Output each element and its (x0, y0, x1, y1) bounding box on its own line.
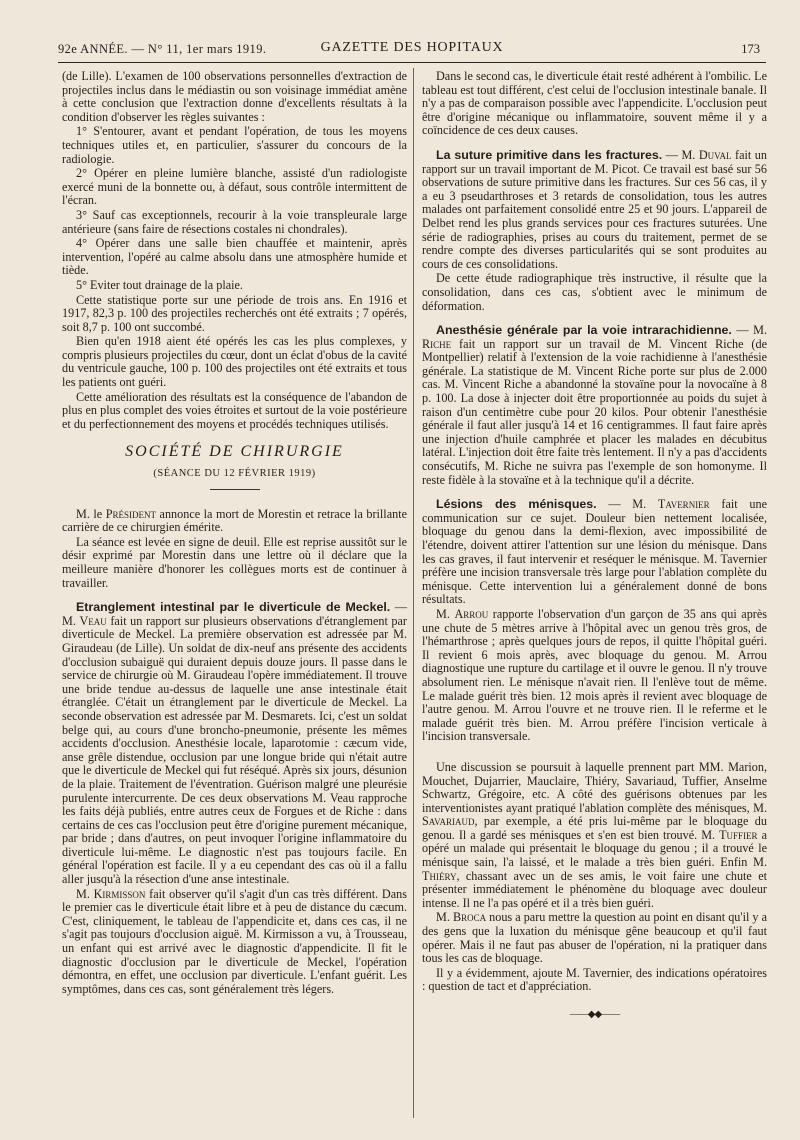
paragraph: Etranglement intestinal par le diverticule de Meckel. — M. Veau fait un rapport sur plusieurs observations d'étranglement par diverticule de Meckel. La première observation est adressée par M. Giraudeau (de Lille). Un soldat de dix-neuf ans présente des accidents d'occlusion subaiguë qui duraient depuis douze jours. Il passe dans le service de chirurgie où M. Giraudeau l'opère immédiatement. Il trouve une bride tendue au-dessus de laquelle une anse intestinale était étranglée. C'était un étranglement par le diverticule de Meckel. La seconde observation est adressée par M. Desmarets. Ici, c'est un soldat belge qui, au cours d'une broncho-pneumonie, présente les mêmes accidents d'occlusion. Anesthésie locale, laparotomie : cæcum vide, anse grêle distendue, occlusion par une longue bride qui n'était autre que le diverticule de Meckel qui fut réséqué. Après six jours, désunion de la plaie. Traitement de l'éventration. Guérison malgré une pleurésie purulente intercurrente. De ces deux observations M. Veau rapproche les faits déjà publiés, entre autres ceux de Forgues et de Riche : dans certains de ces cas l'occlusion peut être d'origine purement mécanique, par bride ; dans d'autres, on peut invoquer l'origine inflammatoire du diverticule lui-même. Le diagnostic n'est pas toujours facile. En général l'opération est facile. Il y a eu cependant des cas où il a fallu aller jusqu'à la résection d'une anse intestinale. (62, 600, 407, 887)
person-name: Kirmisson (93, 886, 146, 901)
column-divider (413, 68, 414, 1118)
paragraph: M. Kirmisson fait observer qu'il s'agit d'un cas très différent. Dans le premier cas le diverticule était libre et à peu de distance du cæcum. C'est, cliniquement, le tableau de l'appendicite et, dans ces cas, il ne s'agit pas toujours d'occlusion aiguë. M. Kirmisson a vu, à Trousseau, un enfant qui est arrivé avec le diagnostic d'appendicite. Il fit le diagnostic d'occlusion par le diverticule de Meckel, l'opération démontra, en effet, une occlusion par diverticule. L'enfant guérit. Les symptômes, dans ces cas, sont généralement très légers. (62, 886, 407, 996)
paragraph: Bien qu'en 1918 aient été opérés les cas les plus complexes, y compris plusieurs projectiles du cœur, dont un éclat d'obus de la cavité du ventricule gauche, 100 p. 100 des projectiles ont été extraits et tous les patients ont guéri. (62, 334, 407, 390)
paragraph: 5° Eviter tout drainage de la plaie. (76, 277, 243, 292)
paragraph: Anesthésie générale par la voie intrarachidienne. — M. Riche fait un rapport sur un travail de M. Vincent Riche (de Montpellier) relatif à l'extension de la voie rachidienne à l'anesthésie générale. La statistique de M. Vincent Riche porte sur plus de 2.000 cas. M. Vincent Riche a abandonné la stovaïne pour la novocaïne à 8 p. 100. La dose à injecter doit être proportionnée au poids du sujet à raison d'un centimètre cube pour 20 kilos. Pour obtenir l'anesthésie générale il faut aller jusqu'à 14 et 16 centigrammes. Il faut faire après une injection d'huile camphrée et placer les malades en décubitus latéral. L'injection doit être faite très lentement. Il n'y a pas d'accidents consécutifs, M. Riche ne suivra pas l'exemple de son homonyme. Il reste fidèle à la stovaïne et à la technique qu'il a décrite. (422, 323, 767, 487)
person-name: Riche (422, 336, 452, 351)
paragraph: Il y a évidemment, ajoute M. Tavernier, des indications opératoires : question de tact et d'appréciation. (422, 965, 767, 994)
article-heading: Anesthésie générale par la voie intrarachidienne. (436, 323, 732, 338)
person-name: Tavernier (657, 497, 710, 512)
paragraph: M. Arrou rapporte l'observation d'un garçon de 35 ans qui après une chute de 5 mètres arrive à l'hôpital avec un genou très gros, de l'hémarthrose ; après quelques jours de repos, il quitte l'hôpital guéri. Il revient 6 mois après, avec bloquage du genou. M. Arrou diagnostique une rupture du cartilage et il ouvre le genou. Il n'y trouve absolument rien. Le ménisque n'avait rien. Il l'enlève tout de même. Le malade guérit très bien. 12 mois après il revient avec bloquage de l'autre genou. M. Arrou l'ouvre et ne trouve rien. Il le referme et le malade guérit très bien. M. Arrou préfère l'incision verticale à l'incision transversale. (422, 606, 768, 744)
paragraph: Cette statistique porte sur une période de trois ans. En 1916 et 1917, 82,3 p. 100 des projectiles recherchés ont été extraits ; 7 opérés, soit 8,7 p. 100 ont succombé. (62, 292, 407, 334)
journal-title: GAZETTE DES HOPITAUX (320, 40, 504, 55)
paragraph: Cette amélioration des résultats est la conséquence de l'abandon de plus en plus complet des voies étroites et surtout de la voie postérieure et du perfectionnement des moyens et procédés techniques utilisés. (62, 389, 407, 431)
paragraph: La suture primitive dans les fractures. — M. Duval fait un rapport sur un travail important de M. Picot. Ce travail est basé sur 56 observations de suture primitive dans les fractures. Sur ces 56 cas, il y a eu 3 pseudarthroses et 3 retards de consolidation, tous les autres malades ont parfaitement consolidé entre 25 et 90 jours. L'appareil de Delbet rend les plus grands services pour ces fractures suturées. Une série de radiographies, prises au cours du traitement, permet de se rendre compte des diverses particularités qui se sont produites au cours de ces consolidations. (422, 147, 767, 271)
person-name: Broca (452, 910, 487, 925)
person-name: Arrou (454, 606, 489, 621)
section-title: SOCIÉTÉ DE CHIRURGIE (125, 443, 344, 461)
person-name: Savariaud (422, 814, 475, 829)
section-subtitle: (SÉANCE DU 12 FÉVRIER 1919) (153, 468, 316, 480)
section-rule (210, 489, 260, 490)
paragraph: La séance est levée en signe de deuil. Elle est reprise aussitôt sur le désir exprimé par Morestin dans une lettre où il déclare que la meilleure manière d'honorer les collègues morts est de continuer à travailler. (62, 534, 407, 590)
article-heading: Etranglement intestinal par le diverticule de Meckel. (76, 600, 391, 615)
person-name: Thiéry (422, 868, 457, 883)
person-name: Duval (698, 147, 732, 162)
article-heading: Lésions des ménisques. (436, 497, 597, 512)
paragraph: 4° Opérer dans une salle bien chauffée et maintenir, après intervention, l'opéré au calme absolu dans une atmosphère humide et tiède. (62, 236, 407, 278)
paragraph: Une discussion se poursuit à laquelle prennent part MM. Marion, Mouchet, Dujarrier, Mauclaire, Thiéry, Savariaud, Tuffier, Anselme Schwartz, Grégoire, etc. A côté des guérisons obtenues par les interventionistes ayant pratiqué l'ablation complète des ménisques, M. Savariaud, par exemple, a été pris lui-même par le bloquage du genou. Il a gardé ses ménisques et s'en est bien trouvé. M. Tuffier a opéré un malade qui présentait le bloquage du genou ; il a trouvé le ménisque sain, l'a laissé, et le malade a très bien guéri. Enfin M. Thiéry, chassant avec un de ses amis, le voit faire une chute et présenter immédiatement le phénomène du bloquage avec douleur intense. Il ne l'a pas opéré et il a très bien guéri. (422, 759, 767, 910)
right-column (422, 70, 767, 1022)
issue-line: 92e ANNÉE. — N° 11, 1er mars 1919. (58, 42, 267, 56)
end-ornament: ——◆◆—— (569, 1009, 620, 1020)
paragraph: M. le Président annonce la mort de Morestin et retrace la brillante carrière de ce chirurgien émérite. (62, 506, 407, 535)
paragraph: Dans le second cas, le diverticule était resté adhérent à l'ombilic. Le tableau est tout différent, c'est celui de l'occlusion intestinale banale. Il n'y a pas de comparaison possible avec l'appendicite. L'occlusion peut être d'origine mécanique ou inflammatoire, souvent même il y a coïncidence de ces deux causes. (422, 69, 767, 138)
paragraph: Lésions des ménisques. — M. Tavernier fait une communication sur ce sujet. Douleur bien nettement localisée, bloquage du genou dans la demi-flexion, avec impossibilité de l'étendre, doivent attirer l'attention sur une lésion du ménisque. Dans les cas graves, il faut intervenir et reséquer le ménisque. M. Tavernier préfère une incision transversale très large pour l'ablation complète du ménisque. Cette intervention lui a généralement donné de bons résultats. (422, 497, 767, 607)
article-heading: La suture primitive dans les fractures. (436, 147, 663, 162)
person-name: Veau (79, 613, 107, 628)
paragraph: 3° Sauf cas exceptionnels, recourir à la voie transpleurale large antérieure (sans faire de résections costales ni chondrales). (62, 207, 407, 236)
left-column (62, 70, 407, 997)
person-name: Tuffier (719, 827, 758, 842)
paragraph: De cette étude radiographique très instructive, il résulte que la consolidation, dans ces cas, s'obtient avec le minimum de déformation. (422, 271, 767, 313)
paragraph: 1° S'entourer, avant et pendant l'opération, de tous les moyens techniques utiles et, en particulier, s'assurer du concours de la radiologie. (62, 124, 407, 166)
paragraph: M. Broca nous a paru mettre la question au point en disant qu'il y a des gens que la luxation du ménisque gêne beaucoup et qu'il faut opérer. Mais il ne faut pas abuser de l'opération, ni la pratiquer dans tous les cas de bloquage. (422, 910, 767, 966)
paragraph: (de Lille). L'examen de 100 observations personnelles d'extraction de projectiles inclus dans le médiastin ou son voisinage immédiat amène à cette conclusion que l'extraction donne d'excellents résultats à la condition d'observer les règles suivantes : (62, 69, 407, 124)
page-number: 173 (741, 42, 760, 56)
running-header (58, 36, 766, 63)
person-name: Président (105, 506, 157, 521)
paragraph: 2° Opérer en pleine lumière blanche, assisté d'un radiologiste exercé muni de la bonnette ou, à défaut, sous contrôle intermittent de l'écran. (62, 166, 407, 208)
